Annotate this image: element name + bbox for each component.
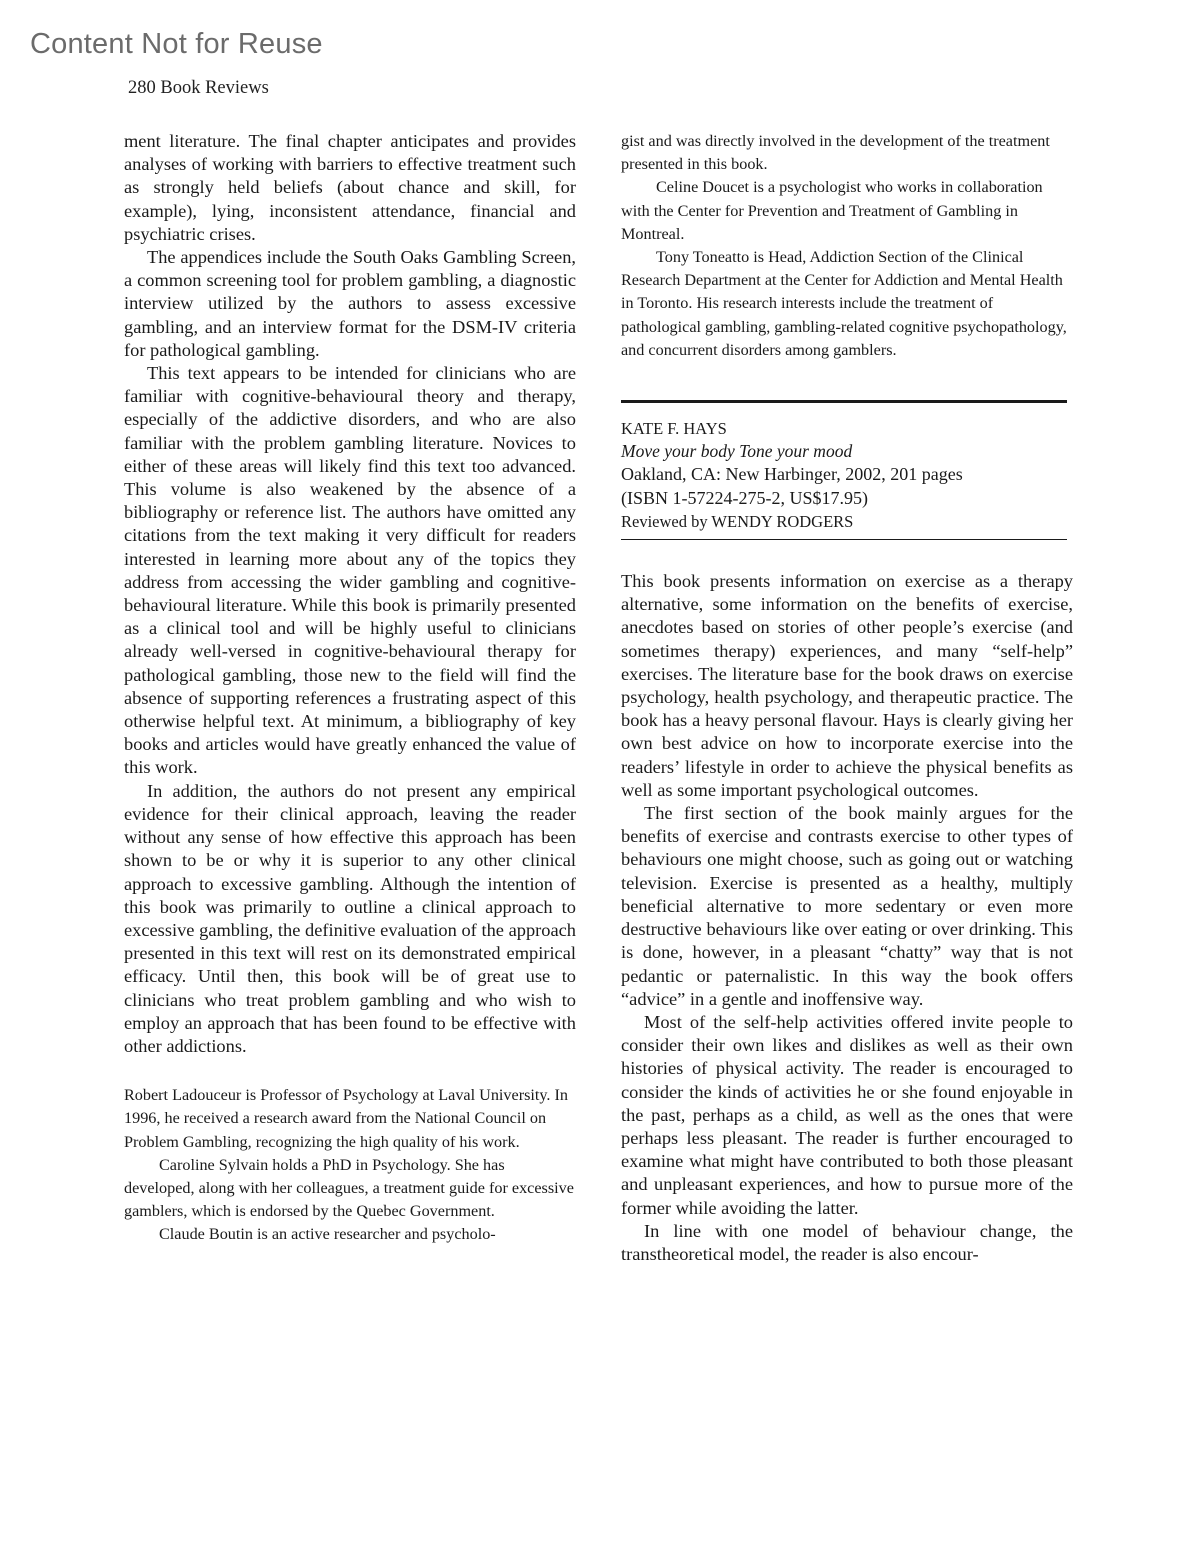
author-bios bbox=[124, 1084, 576, 1246]
author-bios-continued bbox=[621, 130, 1073, 362]
left-body-text bbox=[124, 130, 576, 1058]
section-divider bbox=[621, 400, 1067, 403]
review-book-title: Move your body Tone your mood bbox=[621, 441, 853, 462]
header-divider bbox=[621, 539, 1067, 540]
author-bio: Caroline Sylvain holds a PhD in Psychology. She has developed, along with her colleagues, a treatment guide for excessive gamblers, which is endorsed by the Quebec Government. bbox=[124, 1155, 574, 1221]
running-head: 280 Book Reviews bbox=[128, 78, 269, 98]
paragraph: Most of the self-help activities offered invite people to consider their own likes and dislikes as well as their own histories of physical activity. The reader is encouraged to consider the kinds of activities he or she found enjoyable in the past, perhaps as a child, as well as the ones that were perhaps less pleasant. The reader is further encouraged to examine what might have contributed to both those pleasant and unpleasant experiences, and how to pursue more of the former while avoiding the latter. bbox=[621, 1011, 1073, 1218]
author-bio: Tony Toneatto is Head, Addiction Section of the Clinical Research Department at the Center for Addiction and Mental Health in Toronto. His research interests include the treatment of pathological gambling, gambling-related cognitive psychopathology, and concurrent disorders among gamblers. bbox=[621, 248, 1067, 359]
watermark: Content Not for Reuse bbox=[30, 28, 323, 60]
paragraph: In addition, the authors do not present any empirical evidence for their clinical approach, leaving the reader without any sense of how effective this approach has been shown to be or why it is superior to any other clinical approach to excessive gambling. Although the intention of this book was primarily to outline a clinical approach to excessive gambling, the definitive evaluation of the approach presented in this text will rest on its demonstrated empirical efficacy. Until then, this book will be of great use to clinicians who treat problem gambling and who wish to employ an approach that has been found to be effective with other addictions. bbox=[124, 780, 576, 1056]
author-bio: gist and was directly involved in the development of the treatment presented in this book. bbox=[621, 132, 1050, 174]
paragraph: This book presents information on exercise as a therapy alternative, some information on the benefits of exercise, anecdotes based on stories of other people’s exercise (and sometimes therapy) experiences, and many “self-help” exercises. The literature base for the book draws on exercise psychology, health psychology, and therapeutic practice. The book has a heavy personal flavour. Hays is clearly giving her own best advice on how to incorporate exercise into the readers’ lifestyle in order to achieve the physical benefits as well as some important psychological outcomes. bbox=[621, 571, 1073, 800]
review-reviewer: Reviewed by WENDY RODGERS bbox=[621, 511, 854, 531]
right-column bbox=[621, 130, 1073, 1266]
paragraph: This text appears to be intended for clinicians who are familiar with cognitive-behavioural theory and therapy, especially of the addictive disorders, and who are also familiar with the problem gambling literature. Novices to either of these areas will likely find this text too advanced. This volume is also weakened by the absence of a bibliography or reference list. The authors have omitted any citations from the text making it very difficult for readers interested in learning more about any of the topics they address from accessing the wider gambling and cognitive-behavioural literature. While this book is primarily presented as a clinical tool and will be highly useful to clinicians already well-versed in cognitive-behavioural therapy for pathological gambling, those new to the field will find the absence of supporting references a frustrating aspect of this otherwise helpful text. At minimum, a bibliography of key books and articles would have greatly enhanced the value of this work. bbox=[124, 363, 576, 778]
review-isbn: (ISBN 1-57224-275-2, US$17.95) bbox=[621, 487, 868, 508]
left-column bbox=[124, 130, 576, 1247]
right-body-text bbox=[621, 570, 1073, 1266]
paragraph: ment literature. The final chapter anticipates and provides analyses of working with barriers to effective treatment such as strongly held beliefs (about chance and skill, for example), lying, inconsistent attendance, financial and psychiatric crises. bbox=[124, 131, 576, 244]
review-book-author: KATE F. HAYS bbox=[621, 419, 727, 439]
review-header bbox=[621, 417, 1073, 533]
author-bio: Claude Boutin is an active researcher and psycholo- bbox=[159, 1225, 496, 1244]
paragraph: The appendices include the South Oaks Gambling Screen, a common screening tool for problem gambling, a diagnostic interview utilized by the authors to assess excessive gambling, and an interview format for the DSM-IV criteria for pathological gambling. bbox=[124, 247, 576, 360]
paragraph: In line with one model of behaviour change, the transtheoretical model, the reader is also encour- bbox=[621, 1220, 1073, 1264]
author-bio: Celine Doucet is a psychologist who works in collaboration with the Center for Prevention and Treatment of Gambling in Montreal. bbox=[621, 178, 1043, 243]
author-bio: Robert Ladouceur is Professor of Psychology at Laval University. In 1996, he received a research award from the National Council on Problem Gambling, recognizing the high quality of his work. bbox=[124, 1086, 569, 1151]
review-publisher: Oakland, CA: New Harbinger, 2002, 201 pages bbox=[621, 464, 963, 485]
paragraph: The first section of the book mainly argues for the benefits of exercise and contrasts exercise to other types of behaviours one might choose, such as going out or watching television. Exercise is presented as a healthy, multiply beneficial alternative to more sedentary or even more destructive behaviours like over eating or over drinking. This is done, however, in a pleasant “chatty” way that is not pedantic or paternalistic. In this way the book offers “advice” in a gentle and inoffensive way. bbox=[621, 803, 1073, 1009]
